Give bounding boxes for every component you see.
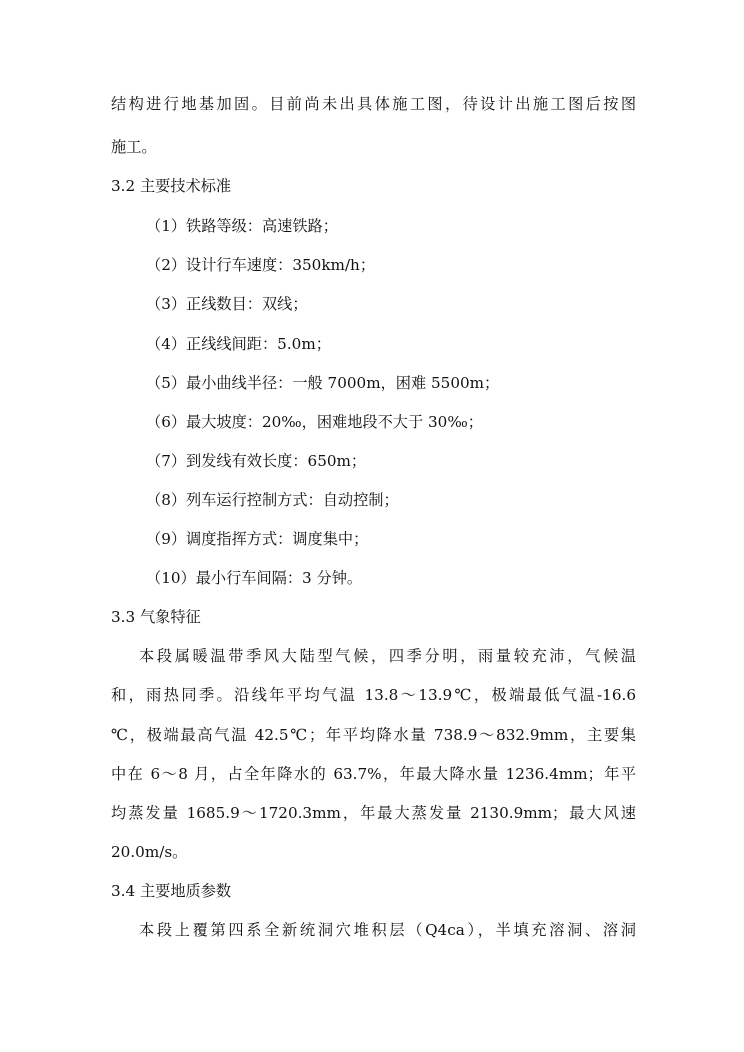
spec-item-6: （6）最大坡度：20‰，困难地段不大于 30‰； xyxy=(146,413,483,431)
spec-item-1: （1）铁路等级：高速铁路； xyxy=(146,217,338,235)
spec-item-9: （9）调度指挥方式：调度集中； xyxy=(146,530,369,548)
climate-line-3: ℃，极端最高气温 42.5℃；年平均降水量 738.9～832.9mm，主要集 xyxy=(111,726,636,744)
spec-item-5: （5）最小曲线半径：一般 7000m，困难 5500m； xyxy=(146,374,500,392)
climate-line-4: 中在 6～8 月，占全年降水的 63.7%，年最大降水量 1236.4mm；年平 xyxy=(111,765,636,783)
intro-line-2: 施工。 xyxy=(111,138,157,156)
intro-line-1: 结构进行地基加固。目前尚未出具体施工图，待设计出施工图后按图 xyxy=(111,95,636,113)
climate-line-6: 20.0m/s。 xyxy=(111,843,188,861)
spec-item-3: （3）正线数目：双线； xyxy=(146,295,308,313)
spec-item-8: （8）列车运行控制方式：自动控制； xyxy=(146,491,399,509)
spec-item-2: （2）设计行车速度：350km/h； xyxy=(146,256,376,274)
spec-item-4: （4）正线线间距：5.0m； xyxy=(146,335,331,353)
climate-line-5: 均蒸发量 1685.9～1720.3mm，年最大蒸发量 2130.9mm；最大风速 xyxy=(111,804,636,822)
section-3-3-heading: 3.3 气象特征 xyxy=(111,608,201,626)
spec-item-10: （10）最小行车间隔：3 分钟。 xyxy=(146,569,363,587)
climate-line-2: 和，雨热同季。沿线年平均气温 13.8～13.9℃，极端最低气温-16.6 xyxy=(111,686,636,704)
geology-line-1: 本段上覆第四系全新统洞穴堆积层（Q4ca），半填充溶洞、溶洞 xyxy=(139,921,636,939)
section-3-4-heading: 3.4 主要地质参数 xyxy=(111,882,232,900)
spec-item-7: （7）到发线有效长度：650m； xyxy=(146,452,367,470)
climate-line-1: 本段属暖温带季风大陆型气候，四季分明，雨量较充沛，气候温 xyxy=(139,647,636,665)
section-3-2-heading: 3.2 主要技术标准 xyxy=(111,177,232,195)
